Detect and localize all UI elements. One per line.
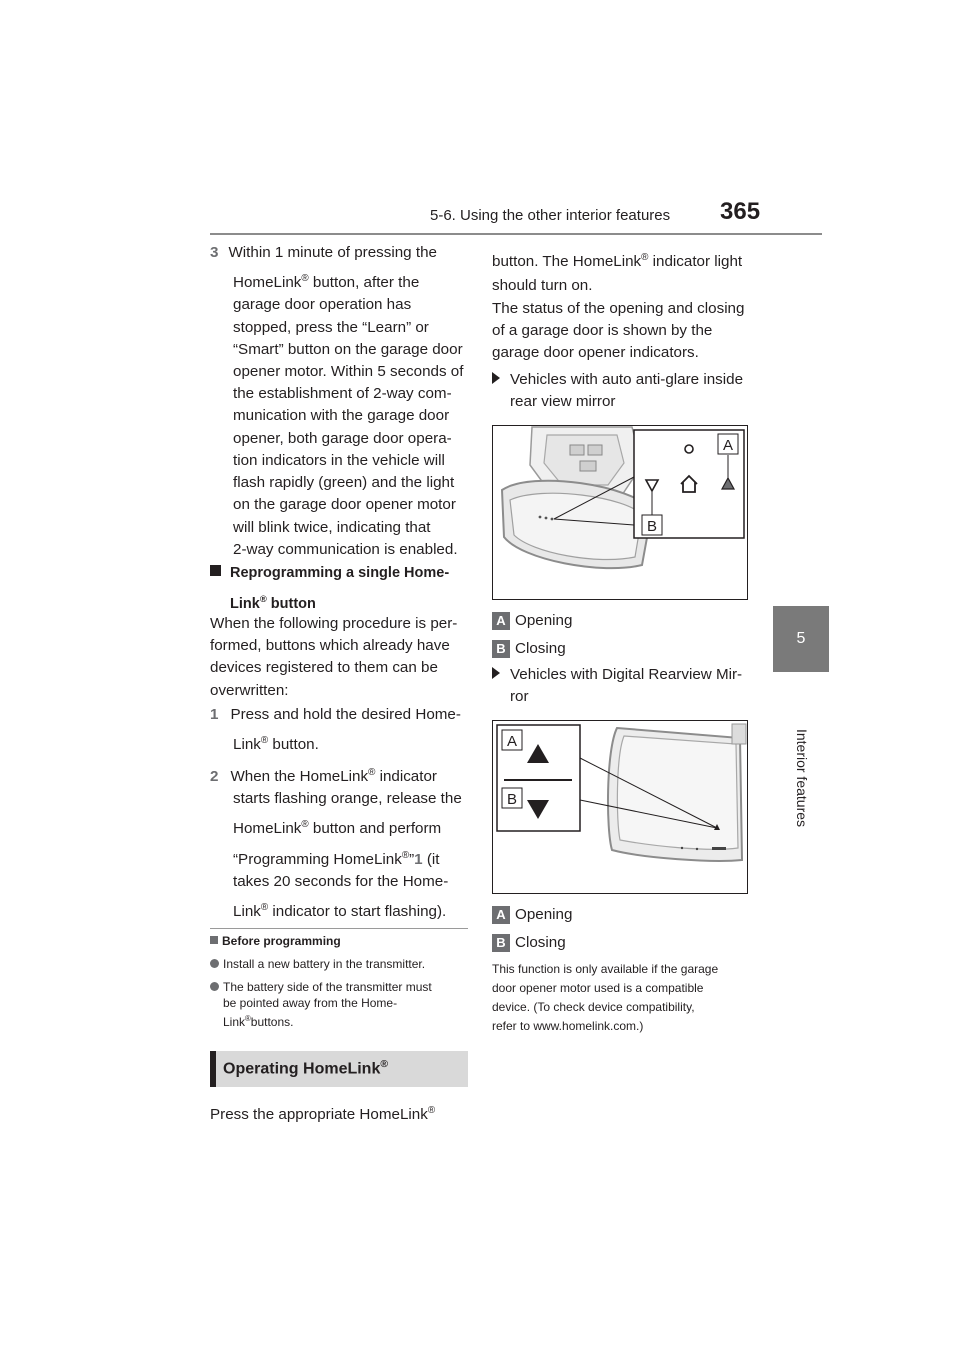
- letter-badge: B: [492, 640, 510, 658]
- triangle-bullet-icon: [492, 372, 500, 384]
- letter-badge: A: [492, 612, 510, 630]
- callout-b: B: [506, 791, 518, 808]
- chapter-tab: 5: [773, 606, 829, 672]
- circle-bullet-icon: [210, 959, 219, 968]
- letter-badge: B: [492, 934, 510, 952]
- note-square-icon: [210, 936, 218, 944]
- callout-b: B: [646, 518, 658, 535]
- legend-2: A Opening B Closing: [492, 901, 752, 957]
- figure-antiglare-mirror: [492, 425, 748, 600]
- continued-text: button. The HomeLink® indicator light should turn on.: [492, 252, 743, 295]
- figure-digital-mirror: [492, 720, 748, 894]
- step-number: 3: [210, 244, 219, 261]
- note-divider: [210, 928, 468, 929]
- letter-badge: A: [492, 906, 510, 924]
- header-divider: [210, 233, 822, 235]
- step-1: 1 Press and hold the desired Home- Link® button.: [210, 706, 461, 754]
- reprogram-body: When the following procedure is per- formed, buttons which already have devices registered to them can be overwritten:: [210, 615, 458, 699]
- reprogram-heading: Reprogramming a single Home- Link® button: [210, 560, 470, 617]
- footnote: This function is only available if the garage door opener motor used is a compatible device. (To check device compatibility, refer to www.homelink.com.): [492, 962, 719, 1033]
- page-number: 365: [720, 198, 761, 225]
- callout-a: A: [506, 733, 518, 750]
- bullet-digital-rearview: Vehicles with Digital Rearview Mir- ror: [492, 664, 752, 708]
- status-text: The status of the opening and closing of a garage door is shown by the garage door opener indicators.: [492, 300, 745, 362]
- operating-heading-bar: [210, 1051, 216, 1087]
- chapter-label: Interior features: [794, 728, 810, 828]
- circle-bullet-icon: [210, 982, 219, 991]
- square-bullet-icon: [210, 565, 221, 576]
- bullet-auto-antiglare: Vehicles with auto anti-glare inside rear view mirror: [492, 369, 752, 413]
- callout-a: A: [722, 437, 734, 454]
- triangle-bullet-icon: [492, 667, 500, 679]
- press-line: Press the appropriate HomeLink®: [210, 1105, 436, 1124]
- operating-heading: Operating HomeLink®: [223, 1059, 389, 1078]
- step-2: 2 When the HomeLink® indicator starts flashing orange, release the HomeLink® button and perform “Programming HomeLink®”1 (it takes 20 seconds for the Home- Link® indicator to start flashing).: [210, 767, 462, 921]
- note-block: Before programming Install a new battery in the transmitter. The battery side of the transmitter must be pointed away from the Home- Link®buttons.: [210, 933, 472, 1030]
- step-3: 3 Within 1 minute of pressing the HomeLink® button, after the garage door operation has stopped, press the “Learn” or “Smart” button on the garage door opener motor. Within 5 seconds of the establishment of 2-way com- munication with the garage door opener, both garage door opera- tion indicators in the vehicle will flash rapidly (green) and the light on the garage door opener motor will blink twice, indicating that 2-way communication is enabled.: [210, 244, 464, 558]
- section-title: 5-6. Using the other interior features: [430, 207, 671, 224]
- legend-1: A Opening B Closing: [492, 607, 752, 663]
